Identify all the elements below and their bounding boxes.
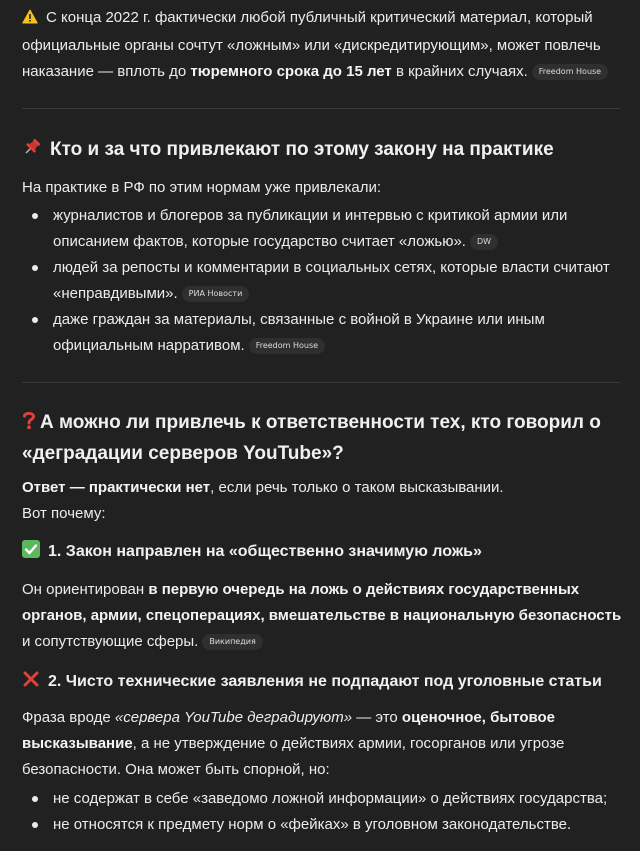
source-chip[interactable]: Freedom House	[249, 338, 325, 354]
point-2-text-3: , а не утверждение о действиях армии, госорганов или угрозе безопасности. Она может быть спорной, но:	[22, 735, 565, 778]
list-item	[22, 255, 612, 307]
question-mark-icon	[22, 410, 36, 439]
list-item-text: людей за репосты и комментарии в социальных сетях, которые власти считают «неправдивыми».	[53, 259, 610, 302]
list-item	[22, 203, 612, 255]
answer-bold: Ответ — практически нет	[22, 479, 211, 496]
section-title: А можно ли привлечь к ответственности тех, кто говорил о «деградации серверов YouTube»?	[22, 412, 601, 464]
warning-text-2: в крайних случаях.	[391, 63, 528, 80]
answer-text: , если речь только о таком высказывании.	[210, 479, 504, 496]
answer-line-2: Вот почему:	[22, 505, 106, 522]
list-item-text: журналистов и блогеров за публикации и интервью с критикой армии или описанием фактов, которые государство считает «ложью».	[53, 207, 568, 250]
point-1-text-1: Он ориентирован	[22, 581, 149, 598]
list-item-text: даже граждан за материалы, связанные с войной в Украине или иным официальным нарративом.	[53, 311, 545, 354]
pushpin-icon	[22, 137, 42, 166]
point-2-text-1: Фраза вроде	[22, 709, 115, 726]
source-chip[interactable]: DW	[470, 234, 498, 250]
point-2-text-2: — это	[352, 709, 402, 726]
point-title: 2. Чисто технические заявления не подпадают под уголовные статьи	[48, 673, 602, 690]
cross-mark-icon	[22, 670, 40, 697]
list-item: не относятся к предмету норм о «фейках» в уголовном законодательстве.	[22, 812, 620, 838]
source-chip[interactable]: Freedom House	[532, 64, 608, 80]
warning-bold: тюремного срока до 15 лет	[190, 63, 392, 80]
technical-list	[22, 786, 620, 838]
list-item: не содержат в себе «заведомо ложной информации» о действиях государства;	[22, 786, 620, 812]
source-chip[interactable]: Википедия	[202, 634, 262, 650]
point-title: 1. Закон направлен на «общественно значимую ложь»	[48, 543, 482, 560]
point-heading-2	[22, 669, 602, 697]
point-1-bold: в первую очередь на ложь о действиях государственных органов, армии, спецоперациях, вмешательстве в национальную безопасность	[22, 581, 622, 624]
source-chip[interactable]: РИА Новости	[182, 286, 250, 302]
point-heading-1	[22, 539, 482, 567]
point-2-italic: «сервера YouTube деградируют»	[114, 709, 353, 726]
warning-icon	[22, 7, 38, 33]
point-2-paragraph	[22, 705, 620, 783]
practice-intro: На практике в РФ по этим нормам уже привлекали:	[22, 179, 382, 196]
point-1-paragraph	[22, 577, 622, 655]
viewport-bottom-edge	[0, 842, 640, 851]
section-heading-who	[22, 136, 554, 166]
divider	[22, 382, 620, 383]
section-title: Кто и за что привлекают по этому закону на практике	[50, 139, 554, 160]
answer-paragraph	[22, 475, 504, 527]
point-1-text-2: и сопутствующие сферы.	[22, 633, 199, 650]
check-mark-icon	[22, 540, 40, 567]
point-2-bold: оценочное, бытовое высказывание	[22, 709, 556, 752]
divider	[22, 108, 620, 109]
practice-list	[22, 203, 612, 359]
warning-text-1: С конца 2022 г. фактически любой публичный критический материал, который официальные органы сочтут «ложным» или «дискредитирующим», может повлечь наказание — вплоть до	[22, 9, 601, 80]
list-item	[22, 307, 612, 359]
warning-paragraph	[22, 5, 622, 85]
section-heading-youtube	[22, 408, 612, 468]
